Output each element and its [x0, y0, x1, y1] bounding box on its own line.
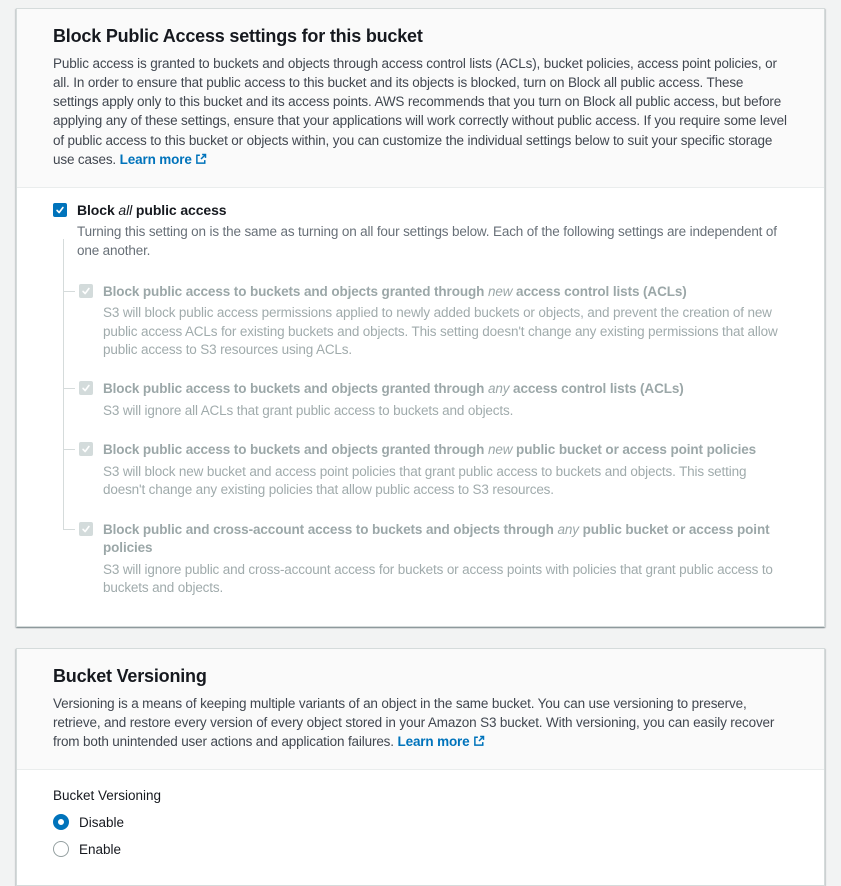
sub-setting-title — [103, 380, 788, 399]
external-link-icon — [473, 735, 485, 750]
bucket-versioning-field-label: Bucket Versioning — [53, 788, 162, 804]
block-public-access-section — [16, 8, 825, 627]
block-new-acls-checkbox — [79, 284, 93, 298]
label-italic: all — [118, 201, 133, 218]
learn-more-label: Learn more — [119, 151, 192, 167]
section-description — [53, 694, 788, 752]
sub-setting-description: S3 will ignore public and cross-account access for buckets or access points with policies that grant public access to buckets and objects. — [103, 562, 773, 596]
bucket-versioning-header — [17, 649, 824, 770]
title-prefix: Block public and cross-account access to buckets and objects through — [103, 521, 558, 537]
title-italic: any — [557, 521, 579, 537]
title-suffix: public bucket or access point policies — [512, 442, 757, 458]
title-italic: any — [487, 381, 510, 397]
learn-more-link[interactable] — [120, 152, 207, 167]
bucket-versioning-body — [17, 770, 824, 885]
block-new-policies-checkbox — [79, 442, 93, 456]
checkmark-icon — [81, 444, 91, 454]
section-title: Bucket Versioning — [53, 665, 207, 686]
learn-more-link[interactable] — [397, 734, 484, 749]
checkmark-icon — [81, 286, 91, 296]
sub-settings-group — [79, 283, 788, 598]
block-public-access-header — [17, 9, 824, 188]
title-suffix: public bucket or access point policies — [103, 521, 770, 556]
section-description-text: Public access is granted to buckets and objects through access control lists (ACLs), bucket policies, access point policies, or all. In order to ensure that public access to this bucket and its objects is blocked, turn on Block all public access. These settings apply only to this bucket and its access points. AWS recommends that you turn on Block all public access, but before applying any of these settings, ensure that your applications will work correctly without public access. If you require some level of public access to this bucket or objects within, you can customize the individual settings below to suit your specific storage use cases. — [53, 56, 787, 167]
label-prefix: Block — [77, 201, 119, 218]
block-all-public-access-row — [53, 202, 788, 218]
title-prefix: Block public access to buckets and objects granted through — [103, 381, 488, 397]
versioning-disable-radio[interactable] — [53, 814, 69, 830]
title-prefix: Block public access to buckets and objects granted through — [103, 283, 488, 299]
checkmark-icon — [81, 524, 91, 534]
sub-setting-row — [79, 380, 788, 420]
checkmark-icon — [55, 205, 65, 215]
block-all-public-access-label — [77, 202, 226, 218]
title-italic: new — [487, 442, 513, 458]
bucket-versioning-section — [16, 648, 825, 886]
block-all-public-access-checkbox[interactable] — [53, 203, 67, 217]
checkmark-icon — [81, 383, 91, 393]
external-link-icon — [195, 153, 207, 168]
block-public-access-body — [17, 188, 824, 626]
tree-connector-line — [63, 239, 64, 530]
sub-setting-row — [79, 441, 788, 499]
versioning-enable-label: Enable — [79, 841, 122, 857]
block-any-acls-checkbox — [79, 381, 93, 395]
versioning-enable-radio[interactable] — [53, 841, 69, 857]
title-prefix: Block public access to buckets and objects granted through — [103, 442, 488, 458]
sub-setting-description: S3 will ignore all ACLs that grant public access to buckets and objects. — [103, 403, 514, 419]
versioning-disable-option[interactable] — [53, 814, 788, 830]
sub-setting-row — [79, 283, 788, 360]
sub-setting-title — [103, 521, 788, 558]
sub-setting-row — [79, 521, 788, 598]
title-italic: new — [487, 283, 513, 299]
block-all-description: Turning this setting on is the same as turning on all four settings below. Each of the following settings are independent of one another. — [77, 223, 777, 258]
section-description-text: Versioning is a means of keeping multiple variants of an object in the same bucket. You can use versioning to preserve, retrieve, and restore every version of every object stored in your Amazon S3 bucket. With versioning, you can easily recover from both unintended user actions and application failures. — [53, 695, 775, 750]
versioning-disable-label: Disable — [79, 814, 125, 830]
block-cross-account-policies-checkbox — [79, 522, 93, 536]
sub-setting-title — [103, 441, 788, 460]
title-suffix: access control lists (ACLs) — [512, 283, 687, 299]
sub-setting-description: S3 will block new bucket and access point policies that grant public access to buckets and objects. This setting doesn't change any existing policies that allow public access to S3 resources. — [103, 464, 747, 498]
section-description — [53, 54, 788, 170]
versioning-enable-option[interactable] — [53, 841, 788, 857]
label-suffix: public access — [132, 201, 227, 218]
sub-setting-title — [103, 283, 788, 302]
title-suffix: access control lists (ACLs) — [509, 381, 684, 397]
learn-more-label: Learn more — [397, 734, 470, 750]
page-title: Block Public Access settings for this bucket — [53, 26, 423, 46]
sub-setting-description: S3 will block public access permissions applied to newly added buckets or objects, and prevent the creation of new public access ACLs for existing buckets and objects. This setting doesn't change any existing permissions that allow public access to S3 resources using ACLs. — [103, 305, 778, 358]
